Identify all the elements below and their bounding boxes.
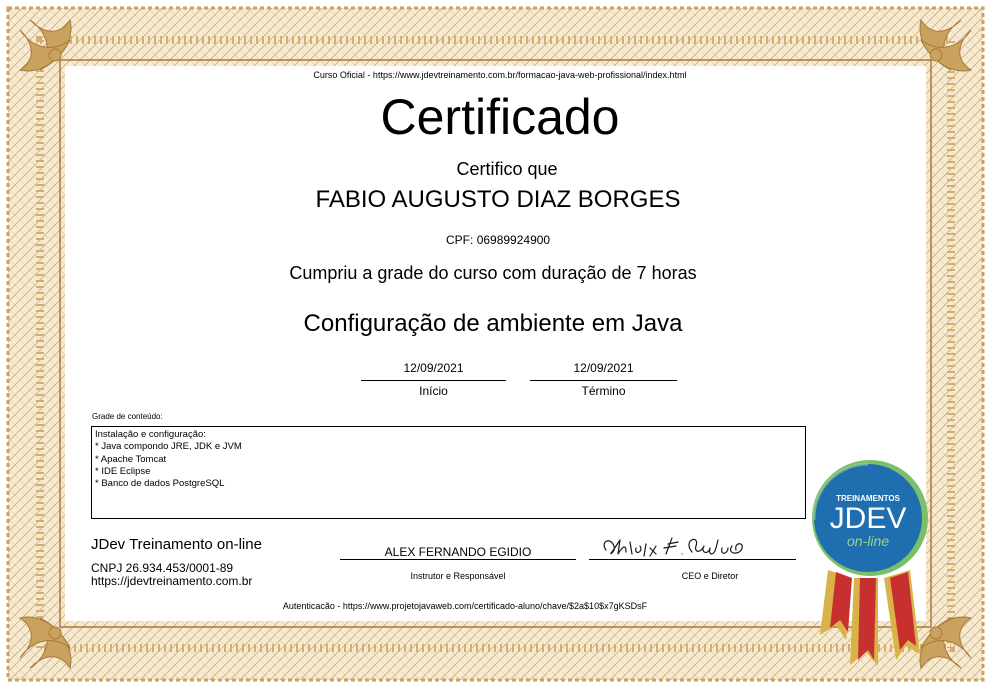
certify-text: Certifico que — [456, 159, 558, 179]
ceo-role: CEO e Diretor — [681, 571, 739, 581]
ribbon-icon — [806, 460, 936, 680]
end-date: 12/09/2021 — [573, 361, 634, 375]
content-line: * IDE Eclipse — [95, 465, 151, 477]
start-date: 12/09/2021 — [403, 361, 464, 375]
badge-line1: TREINAMENTOS — [836, 494, 900, 503]
authentication-link[interactable]: Autenticacão - https://www.projetojavaweb.com/certificado-aluno/chave/$2a$10$x7gKSDsF — [282, 601, 648, 611]
ceo-signature-line — [589, 559, 796, 560]
start-date-line — [361, 380, 506, 381]
completion-text: Cumpriu a grade do curso com duração de 7 horas — [289, 263, 697, 283]
content-line: * Apache Tomcat — [95, 453, 167, 465]
student-name: FABIO AUGUSTO DIAZ BORGES — [315, 186, 681, 213]
issuer-cnpj: CNPJ 26.934.453/0001-89 — [91, 561, 234, 575]
cpf-row — [446, 233, 550, 247]
badge-line2: JDEV — [829, 502, 907, 535]
issuer-name: JDev Treinamento on-line — [91, 536, 262, 553]
content-label: Grade de conteúdo: — [92, 412, 163, 421]
page-title: Certificado — [380, 89, 620, 145]
content-line: Instalação e configuração: — [95, 429, 206, 440]
content-box — [91, 426, 806, 519]
instructor-name: ALEX FERNANDO EGIDIO — [384, 545, 532, 559]
cpf-value: 06989924900 — [476, 233, 551, 247]
cpf-label: CPF: — [446, 233, 474, 247]
badge-line3: on-line — [846, 533, 890, 549]
official-course-link[interactable]: Curso Oficial - https://www.jdevtreinamento.com.br/formacao-java-web-profissional/index.html — [313, 70, 687, 80]
course-name: Configuração de ambiente em Java — [303, 310, 683, 337]
instructor-signature-line — [340, 559, 576, 560]
start-label: Início — [419, 384, 448, 398]
ceo-signature — [596, 532, 756, 560]
badge-seal — [806, 460, 936, 680]
content-line: * Java compondo JRE, JDK e JVM — [95, 441, 242, 453]
end-label: Término — [581, 384, 626, 398]
issuer-website[interactable]: https://jdevtreinamento.com.br — [91, 574, 253, 588]
instructor-role: Instrutor e Responsável — [410, 571, 506, 581]
content-line: * Banco de dados PostgreSQL — [95, 478, 225, 490]
end-date-line — [530, 380, 677, 381]
